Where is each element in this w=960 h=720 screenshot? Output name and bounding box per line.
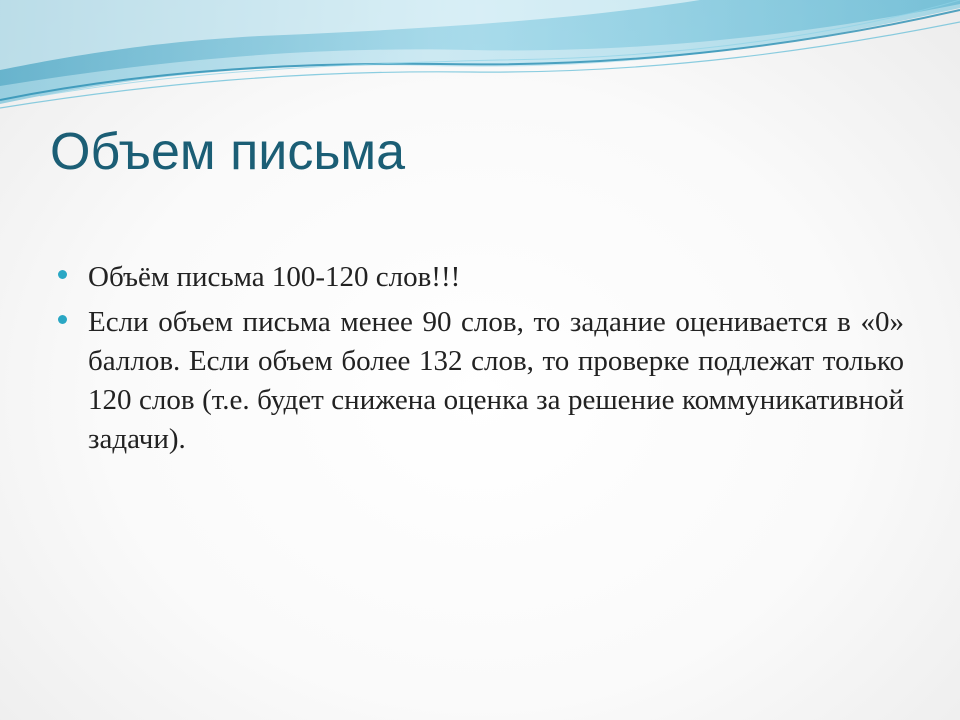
bullet-dot-icon <box>58 270 67 279</box>
bullet-dot-icon <box>58 315 67 324</box>
wave-banner-decoration <box>0 0 960 120</box>
bullet-item-word-count <box>58 258 904 297</box>
bullet-list <box>58 258 904 465</box>
bullet-text: Если объем письма менее 90 слов, то задание оценивается в «0» баллов. Если объем более 132 слов, то проверке подлежат только 120 слов (т.е. будет снижена оценка за решение коммуникативной задачи). <box>88 306 904 455</box>
bullet-item-scoring-rule <box>58 303 904 459</box>
bullet-text: Объём письма 100-120 слов!!! <box>88 261 461 293</box>
slide-title: Объем письма <box>50 123 406 181</box>
